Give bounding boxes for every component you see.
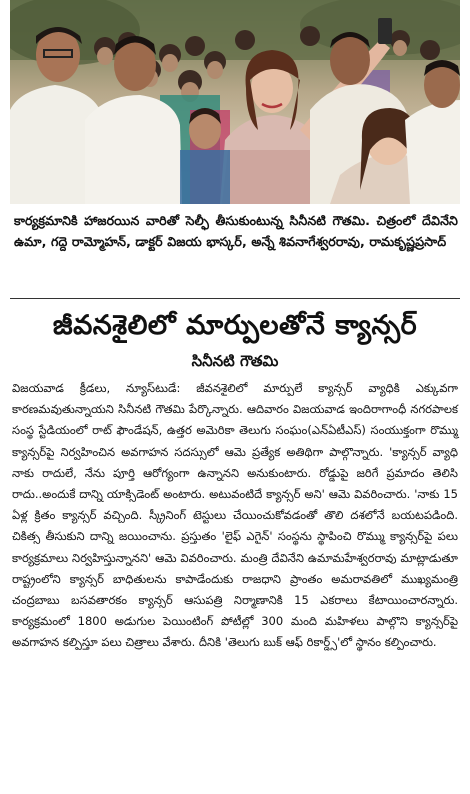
photo-caption: కార్యక్రమానికి హాజరయిన వారితో సెల్ఫీ తీసుకుంటున్న సినీనటి గౌతమి. చిత్రంలో దేవినేని ఉమా, గద్దె రామ్మోహన్, డాక్టర్ విజయ భాస్కర్, అన్నే శివనాగేశ్వరరావు, రామకృష్ణప్రసాద్ [14,213,458,249]
article-headline: జీవనశైలిలో మార్పులతోనే క్యాన్సర్ [52,310,418,341]
divider-rule [10,298,460,299]
article-body [12,378,458,654]
news-photo-illustration [10,0,460,204]
article-byline: సినీనటి గౌతమి [191,352,279,370]
article-paragraph: విజయవాడ క్రీడలు, న్యూస్‌టుడే: జీవనశైలిలో మార్పులే క్యాన్సర్ వ్యాధికి ఎక్కువగా కారణమవుతున్నాయని సినీనటి గౌతమి పేర్కొన్నారు. ఆదివారం విజయవాడ ఇందిరాగాంధీ నగరపాలక సంస్థ స్టేడియంలో రాట్ ఫౌండేషన్, ఉత్తర అమెరికా తెలుగు సంఘం(ఎన్ఏటీఎస్) సంయుక్తంగా రొమ్ము క్యాన్సర్‌పై నిర్వహించిన అవగాహన సదస్సులో ఆమె ప్రత్యేక అతిథిగా పాల్గొన్నారు. 'క్యాన్సర్ వ్యాధి నాకు రాదులే, నేను పూర్తి ఆరోగ్యంగా ఉన్నానని అనుకుంటారు. రోడ్డుపై జరిగే ప్రమాదం తెలిసి రాదు..అందుకే దాన్ని యాక్సిడెంట్ అంటారు. అటువంటిదే క్యాన్సర్ అని' ఆమె వివరించారు. 'నాకు 15 ఏళ్ల క్రితం క్యాన్సర్ వచ్చింది. స్క్రీనింగ్ టెస్టులు చేయించుకోవడంతో తొలి దశలోనే బయటపడింది. చికిత్స తీసుకుని దాన్ని జయించాను. ప్రస్తుతం 'లైఫ్ ఎగైన్' సంస్థను స్థాపించి రొమ్ము క్యాన్సర్‌పై పలు కార్యక్రమాలు నిర్వహిస్తున్నానని' ఆమె వివరించారు. మంత్రి దేవినేని ఉమామహేశ్వరరావు మాట్లాడుతూ రాష్ట్రంలోని క్యాన్సర్ బాధితులను కాపాడేందుకు రాజధాని ప్రాంతం అమరావతిలో ముఖ్యమంత్రి చంద్రబాబు బసవతారకం క్యాన్సర్ ఆసుపత్రి నిర్మాణానికి 15 ఎకరాలు కేటాయించారన్నారు. కార్యక్రమంలో 1800 అడుగుల పెయింటింగ్ పోటీల్లో 300 మంది మహిళలు పాల్గొని క్యాన్సర్‌పై అవగాహన కల్పిస్తూ పలు చిత్రాలు వేశారు. దీనికి 'తెలుగు బుక్ ఆఫ్ రికార్డ్స్'లో స్థానం కల్పించారు. [12,381,458,650]
news-photo [10,0,460,204]
